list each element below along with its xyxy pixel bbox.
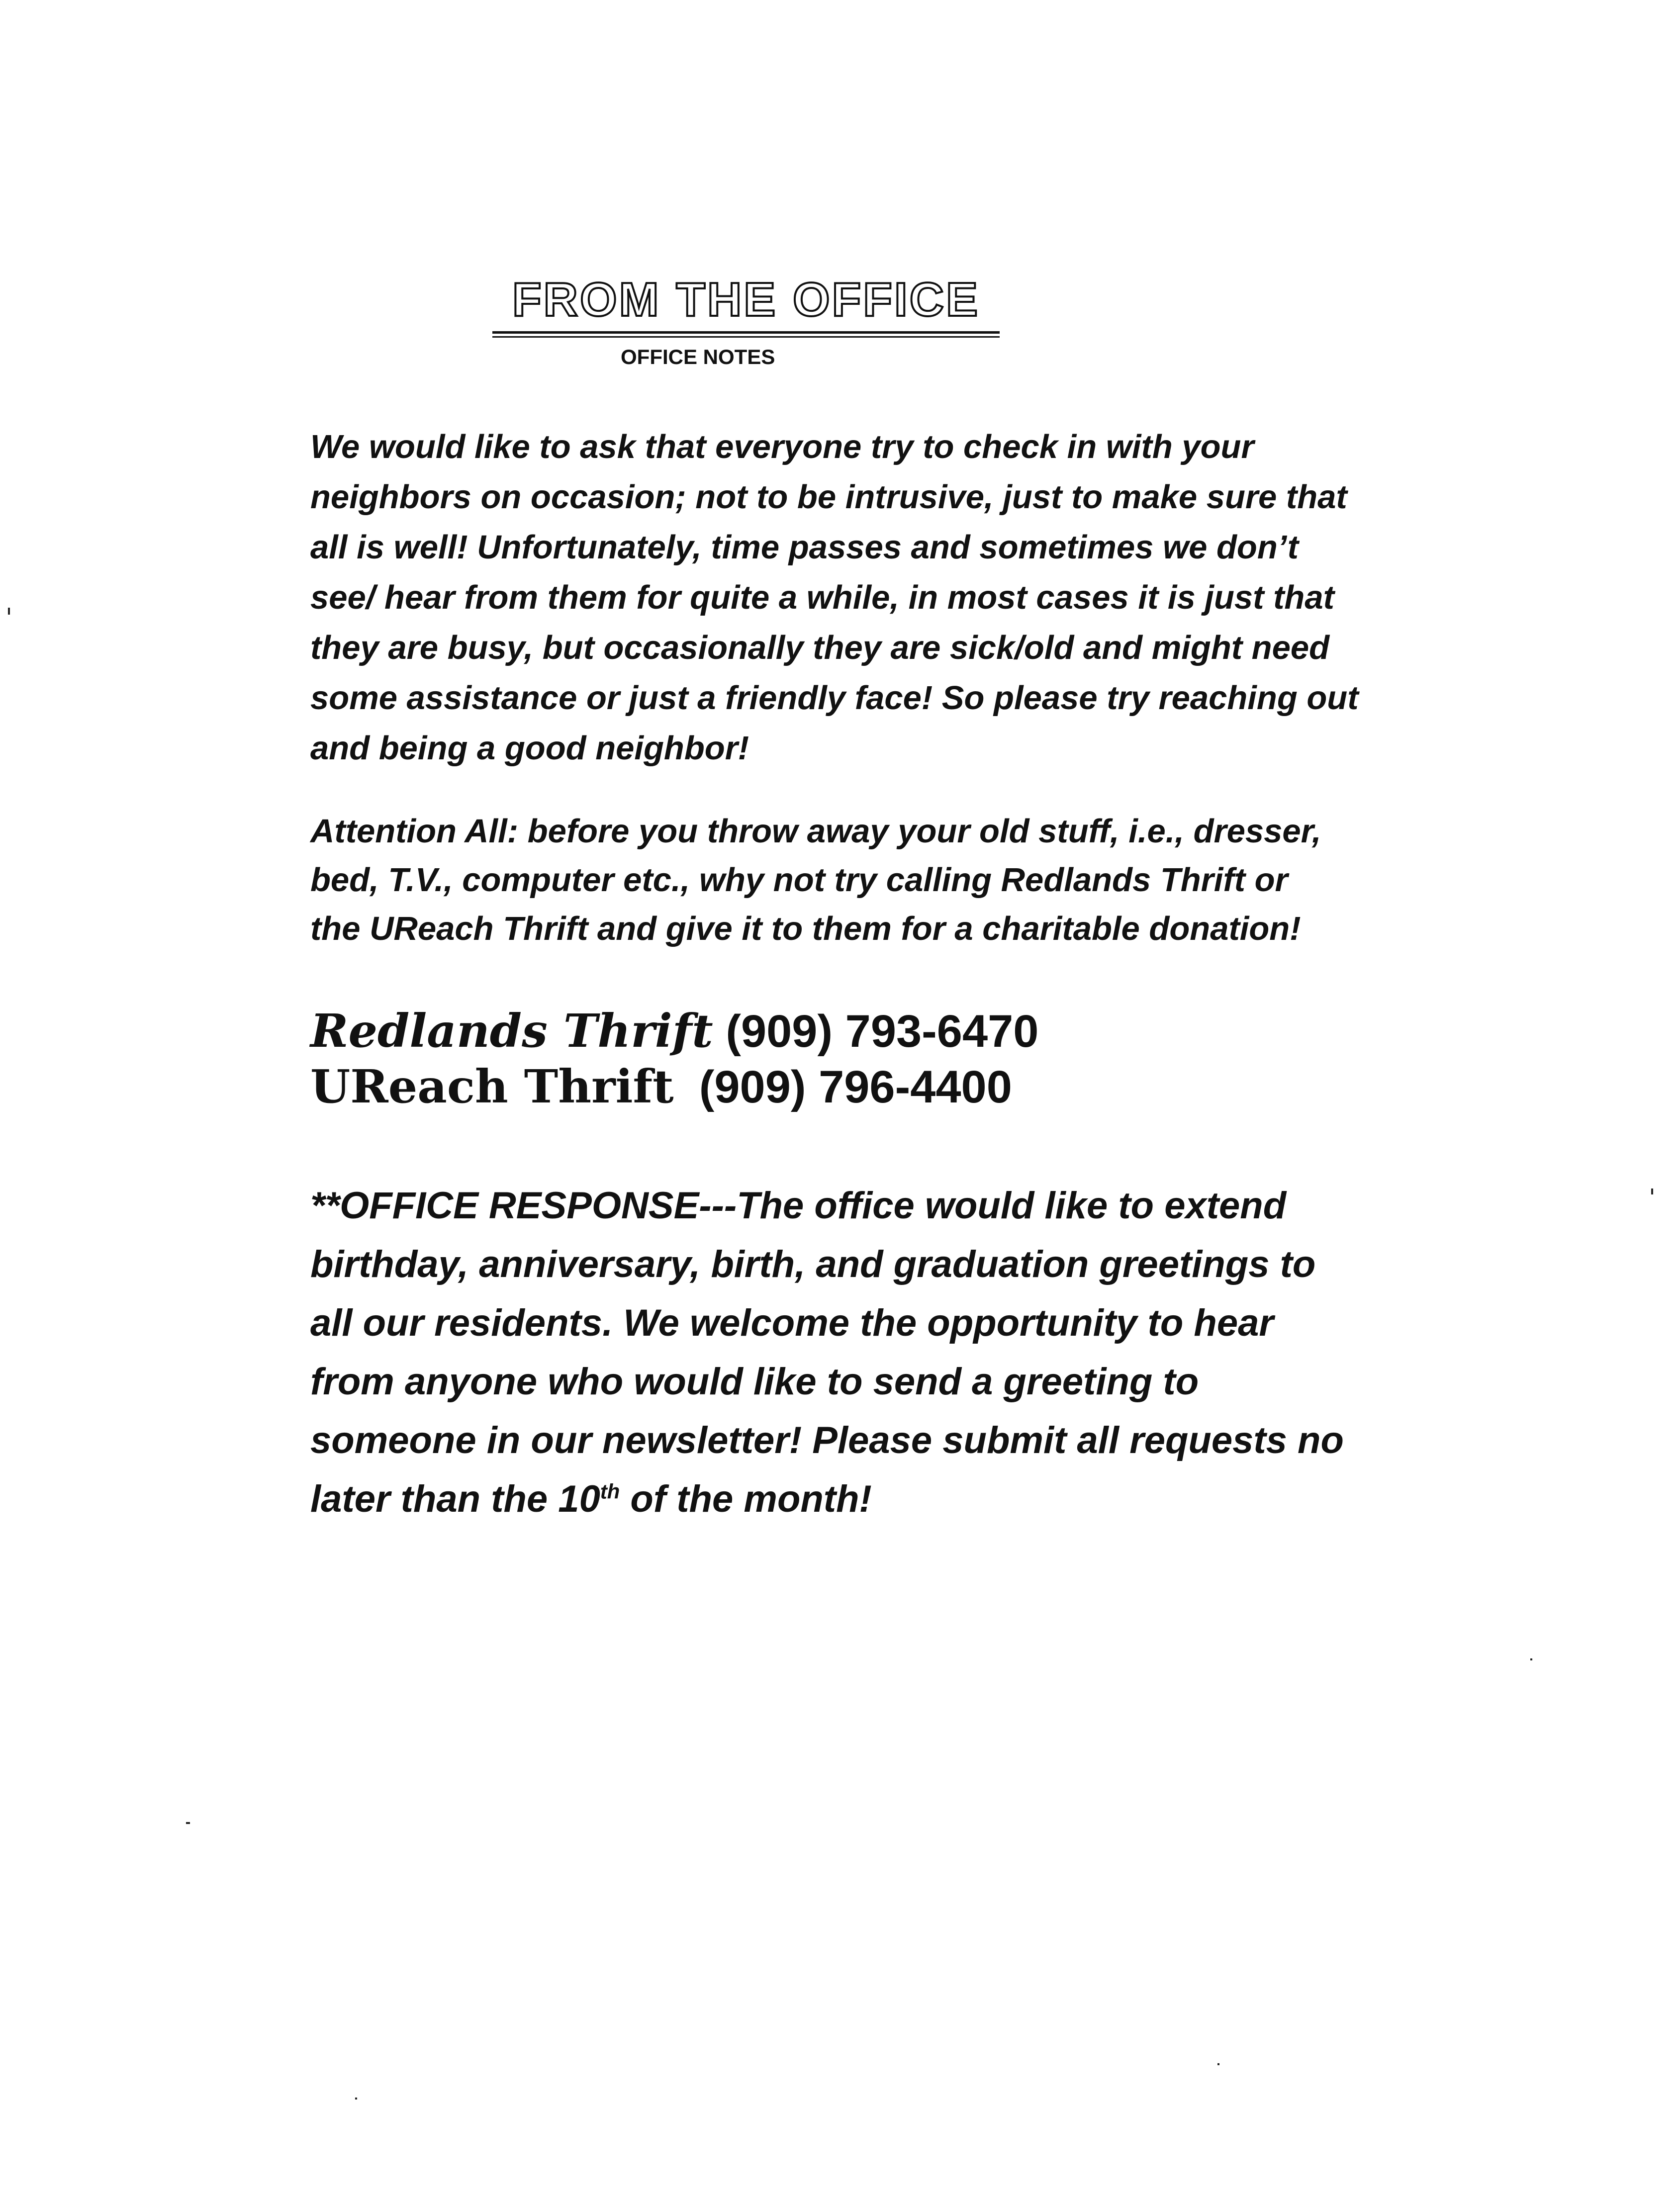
paragraph-line: We would like to ask that everyone try to check in with your (310, 428, 1254, 465)
paragraph-line: **OFFICE RESPONSE---The office would like to extend (310, 1185, 1287, 1227)
office-response-paragraph (310, 1177, 1444, 1529)
scan-speck (186, 1822, 190, 1824)
thrift-store-phone: (909) 793-6470 (726, 1006, 1039, 1057)
paragraph-line: from anyone who would like to send a greeting to (310, 1361, 1199, 1403)
paragraph-line: all our residents. We welcome the opportunity to hear (310, 1302, 1274, 1344)
scan-speck (355, 2098, 357, 2100)
thrift-store-ureach (310, 1060, 1305, 1113)
page-title: FROM THE OFFICE (512, 273, 980, 326)
paragraph-line: someone in our newsletter! Please submit all requests no (310, 1419, 1344, 1461)
paragraph-line: they are busy, but occasionally they are sick/old and might need (310, 629, 1330, 666)
scan-speck (1530, 1658, 1532, 1660)
title-underline (492, 331, 1000, 334)
scan-speck (1651, 1188, 1653, 1194)
paragraph-line: see/ hear from them for quite a while, in most cases it is just that (310, 579, 1334, 616)
donation-paragraph (310, 807, 1444, 953)
paragraph-line: and being a good neighbor! (310, 730, 749, 767)
scan-speck (1217, 2063, 1219, 2065)
paragraph-line: neighbors on occasion; not to be intrusive, just to make sure that (310, 478, 1347, 516)
ordinal-suffix: th (600, 1479, 620, 1503)
neighbors-paragraph (310, 422, 1444, 773)
paragraph-line: birthday, anniversary, birth, and graduation greetings to (310, 1243, 1316, 1285)
thrift-store-redlands (310, 1005, 1305, 1058)
paragraph-line: bed, T.V., computer etc., why not try calling Redlands Thrift or (310, 861, 1288, 899)
thrift-store-phone: (909) 796-4400 (699, 1062, 1012, 1112)
paragraph-line: all is well! Unfortunately, time passes and sometimes we don’t (310, 529, 1299, 566)
thrift-store-name: Redlands Thrift (310, 1004, 713, 1058)
page-subtitle: OFFICE NOTES (621, 345, 775, 368)
deadline-text: later than the 10 (310, 1478, 600, 1520)
title-underline-thin (492, 336, 1000, 338)
paragraph-line: the UReach Thrift and give it to them for a charitable donation! (310, 910, 1301, 947)
paragraph-line-deadline (310, 1470, 1444, 1529)
paragraph-line: some assistance or just a friendly face! So please try reaching out (310, 679, 1359, 717)
thrift-store-name: UReach Thrift (310, 1060, 674, 1113)
paragraph-line: Attention All: before you throw away your old stuff, i.e., dresser, (310, 813, 1321, 850)
deadline-text-end: of the month! (620, 1478, 872, 1520)
scan-speck (8, 608, 10, 615)
